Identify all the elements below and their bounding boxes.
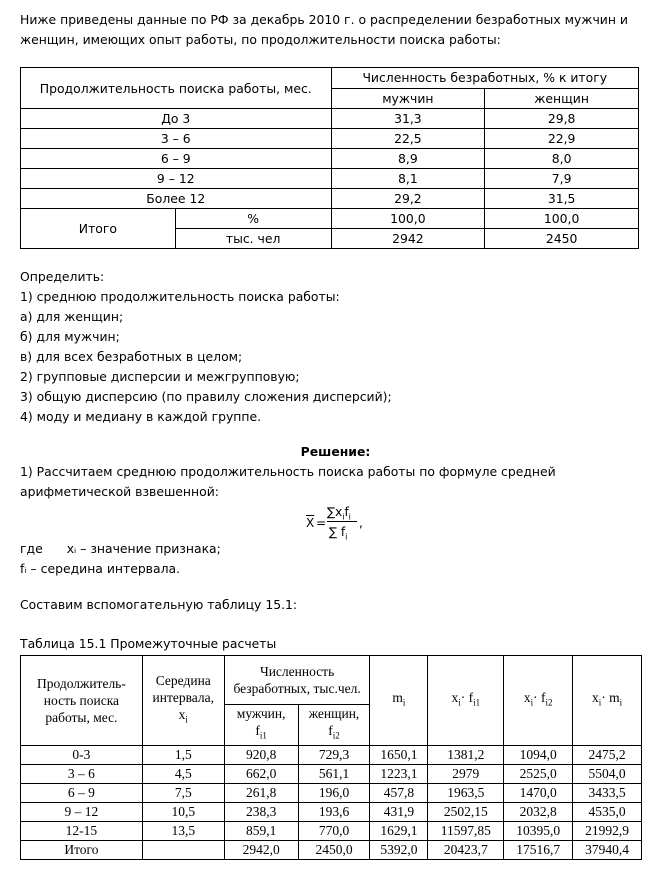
formula-comma: , xyxy=(359,516,363,530)
document-page xyxy=(20,0,651,858)
where-x: xᵢ – значение признака; xyxy=(66,541,221,556)
cell-mid: 7,5 xyxy=(142,783,224,802)
row-women: 22,9 xyxy=(485,129,639,149)
table-row xyxy=(21,149,639,169)
table-header-row xyxy=(21,656,642,705)
cell-xm: 2475,2 xyxy=(573,745,642,764)
table-row xyxy=(21,109,639,129)
cell-m: 1223,1 xyxy=(370,764,428,783)
weighted-mean-formula xyxy=(303,500,393,544)
task-item: 3) общую дисперсию (по правилу сложения дисперсий); xyxy=(20,389,392,404)
cell-xf2: 1470,0 xyxy=(504,783,573,802)
h-m: $m_i$ xyxy=(370,656,428,746)
cell-f1: 238,3 xyxy=(224,802,298,821)
intermediate-calc-table xyxy=(20,655,642,860)
row-label: 6 – 9 xyxy=(21,149,332,169)
cell-f1: 662,0 xyxy=(224,764,298,783)
total-label: Итого xyxy=(21,209,176,249)
where-label: где xyxy=(20,541,43,556)
task-block xyxy=(20,267,651,427)
cell-xf1: 1963,5 xyxy=(428,783,504,802)
cell-duration: 3 – 6 xyxy=(21,764,143,783)
cell-f2: 196,0 xyxy=(298,783,370,802)
cell-mid: 13,5 xyxy=(142,821,224,840)
cell-xf2: 1094,0 xyxy=(504,745,573,764)
cell-duration: 0-3 xyxy=(21,745,143,764)
formula-xbar: $\overline{X}$ xyxy=(306,516,315,530)
header-women: женщин xyxy=(485,88,639,109)
cell-xm: 4535,0 xyxy=(573,802,642,821)
row-label: 9 – 12 xyxy=(21,169,332,189)
h-mid: Середина интервала, $x_i$ xyxy=(142,656,224,746)
header-men: мужчин xyxy=(331,88,485,109)
h-duration: Продолжитель-ность поиска работы, мес. xyxy=(21,656,143,746)
total-duration: Итого xyxy=(21,840,143,859)
cell-xf1: 2979 xyxy=(428,764,504,783)
cell-f1: 261,8 xyxy=(224,783,298,802)
total-xm: 37940,4 xyxy=(573,840,642,859)
where-block xyxy=(20,539,651,579)
total-men: 100,0 xyxy=(331,209,485,229)
cell-mid: 1,5 xyxy=(142,745,224,764)
cell-xm: 3433,5 xyxy=(573,783,642,802)
cell-xf1: 1381,2 xyxy=(428,745,504,764)
h-men: мужчин, $f_{i1}$ xyxy=(224,705,298,746)
row-men: 22,5 xyxy=(331,129,485,149)
formula-denominator: ∑ $f_i$ xyxy=(329,525,348,542)
cell-xf2: 2525,0 xyxy=(504,764,573,783)
cell-duration: 12-15 xyxy=(21,821,143,840)
header-count: Численность безработных, % к итогу xyxy=(331,68,638,89)
row-women: 8,0 xyxy=(485,149,639,169)
task-item: 1) среднюю продолжительность поиска работы: xyxy=(20,289,340,304)
total-unit: % xyxy=(175,209,331,229)
cell-f1: 859,1 xyxy=(224,821,298,840)
total-f2: 2450,0 xyxy=(298,840,370,859)
h-xf1: $x_i\cdot f_{i1}$ xyxy=(428,656,504,746)
row-women: 29,8 xyxy=(485,109,639,129)
where-f: fᵢ – середина интервала. xyxy=(20,561,181,576)
row-men: 29,2 xyxy=(331,189,485,209)
row-men: 8,1 xyxy=(331,169,485,189)
row-men: 31,3 xyxy=(331,109,485,129)
header-duration: Продолжительность поиска работы, мес. xyxy=(21,68,332,109)
cell-xf1: 2502,15 xyxy=(428,802,504,821)
table-row xyxy=(21,169,639,189)
table-row xyxy=(21,802,642,821)
formula-numerator: $\sum x_if_i$ xyxy=(327,505,351,522)
cell-xm: 21992,9 xyxy=(573,821,642,840)
cell-f2: 193,6 xyxy=(298,802,370,821)
table-row xyxy=(21,745,642,764)
h-count: Численность безработных, тыс.чел. xyxy=(224,656,370,705)
total-mid xyxy=(142,840,224,859)
table-header-row xyxy=(21,68,639,89)
cell-xf2: 2032,8 xyxy=(504,802,573,821)
row-label: 3 – 6 xyxy=(21,129,332,149)
distribution-table xyxy=(20,67,639,249)
total-m: 5392,0 xyxy=(370,840,428,859)
table-row xyxy=(21,189,639,209)
cell-mid: 10,5 xyxy=(142,802,224,821)
cell-f2: 770,0 xyxy=(298,821,370,840)
h-xf2: $x_i\cdot f_{i2}$ xyxy=(504,656,573,746)
solution-heading: Решение: xyxy=(300,444,371,459)
h-xm: $x_i\cdot m_i$ xyxy=(573,656,642,746)
total-f1: 2942,0 xyxy=(224,840,298,859)
cell-m: 1629,1 xyxy=(370,821,428,840)
table-row xyxy=(21,783,642,802)
task-item: 4) моду и медиану в каждой группе. xyxy=(20,409,262,424)
formula-equals: = xyxy=(316,516,327,530)
cell-m: 457,8 xyxy=(370,783,428,802)
aux-table-intro: Составим вспомогательную таблицу 15.1: xyxy=(20,597,298,612)
total-unit: тыс. чел xyxy=(175,229,331,249)
total-men: 2942 xyxy=(331,229,485,249)
task-title: Определить: xyxy=(20,269,105,284)
table-row xyxy=(21,129,639,149)
total-women: 100,0 xyxy=(485,209,639,229)
row-women: 31,5 xyxy=(485,189,639,209)
row-label: Более 12 xyxy=(21,189,332,209)
where-line-x xyxy=(20,539,651,559)
task-item: 2) групповые дисперсии и межгрупповую; xyxy=(20,369,300,384)
cell-duration: 9 – 12 xyxy=(21,802,143,821)
table-row xyxy=(21,821,642,840)
task-item: а) для женщин; xyxy=(20,309,124,324)
cell-f2: 561,1 xyxy=(298,764,370,783)
h-women: женщин, $f_{i2}$ xyxy=(298,705,370,746)
intro-paragraph: Ниже приведены данные по РФ за декабрь 2010 г. о распределении безработных мужчин и женщин, имеющих опыт работы, по продолжительности поиска работы: xyxy=(20,12,628,47)
table-total-row xyxy=(21,209,639,229)
row-men: 8,9 xyxy=(331,149,485,169)
cell-f1: 920,8 xyxy=(224,745,298,764)
table-total-row xyxy=(21,840,642,859)
total-women: 2450 xyxy=(485,229,639,249)
table-caption: Таблица 15.1 Промежуточные расчеты xyxy=(20,636,277,651)
task-item: б) для мужчин; xyxy=(20,329,120,344)
row-label: До 3 xyxy=(21,109,332,129)
task-item: в) для всех безработных в целом; xyxy=(20,349,243,364)
cell-xm: 5504,0 xyxy=(573,764,642,783)
cell-m: 1650,1 xyxy=(370,745,428,764)
solution-step-1: 1) Рассчитаем среднюю продолжительность поиска работы по формуле средней арифметической взвешенной: xyxy=(20,464,556,499)
cell-mid: 4,5 xyxy=(142,764,224,783)
cell-xf1: 11597,85 xyxy=(428,821,504,840)
cell-xf2: 10395,0 xyxy=(504,821,573,840)
cell-f2: 729,3 xyxy=(298,745,370,764)
table-row xyxy=(21,764,642,783)
row-women: 7,9 xyxy=(485,169,639,189)
total-xf2: 17516,7 xyxy=(504,840,573,859)
cell-duration: 6 – 9 xyxy=(21,783,143,802)
cell-m: 431,9 xyxy=(370,802,428,821)
total-xf1: 20423,7 xyxy=(428,840,504,859)
